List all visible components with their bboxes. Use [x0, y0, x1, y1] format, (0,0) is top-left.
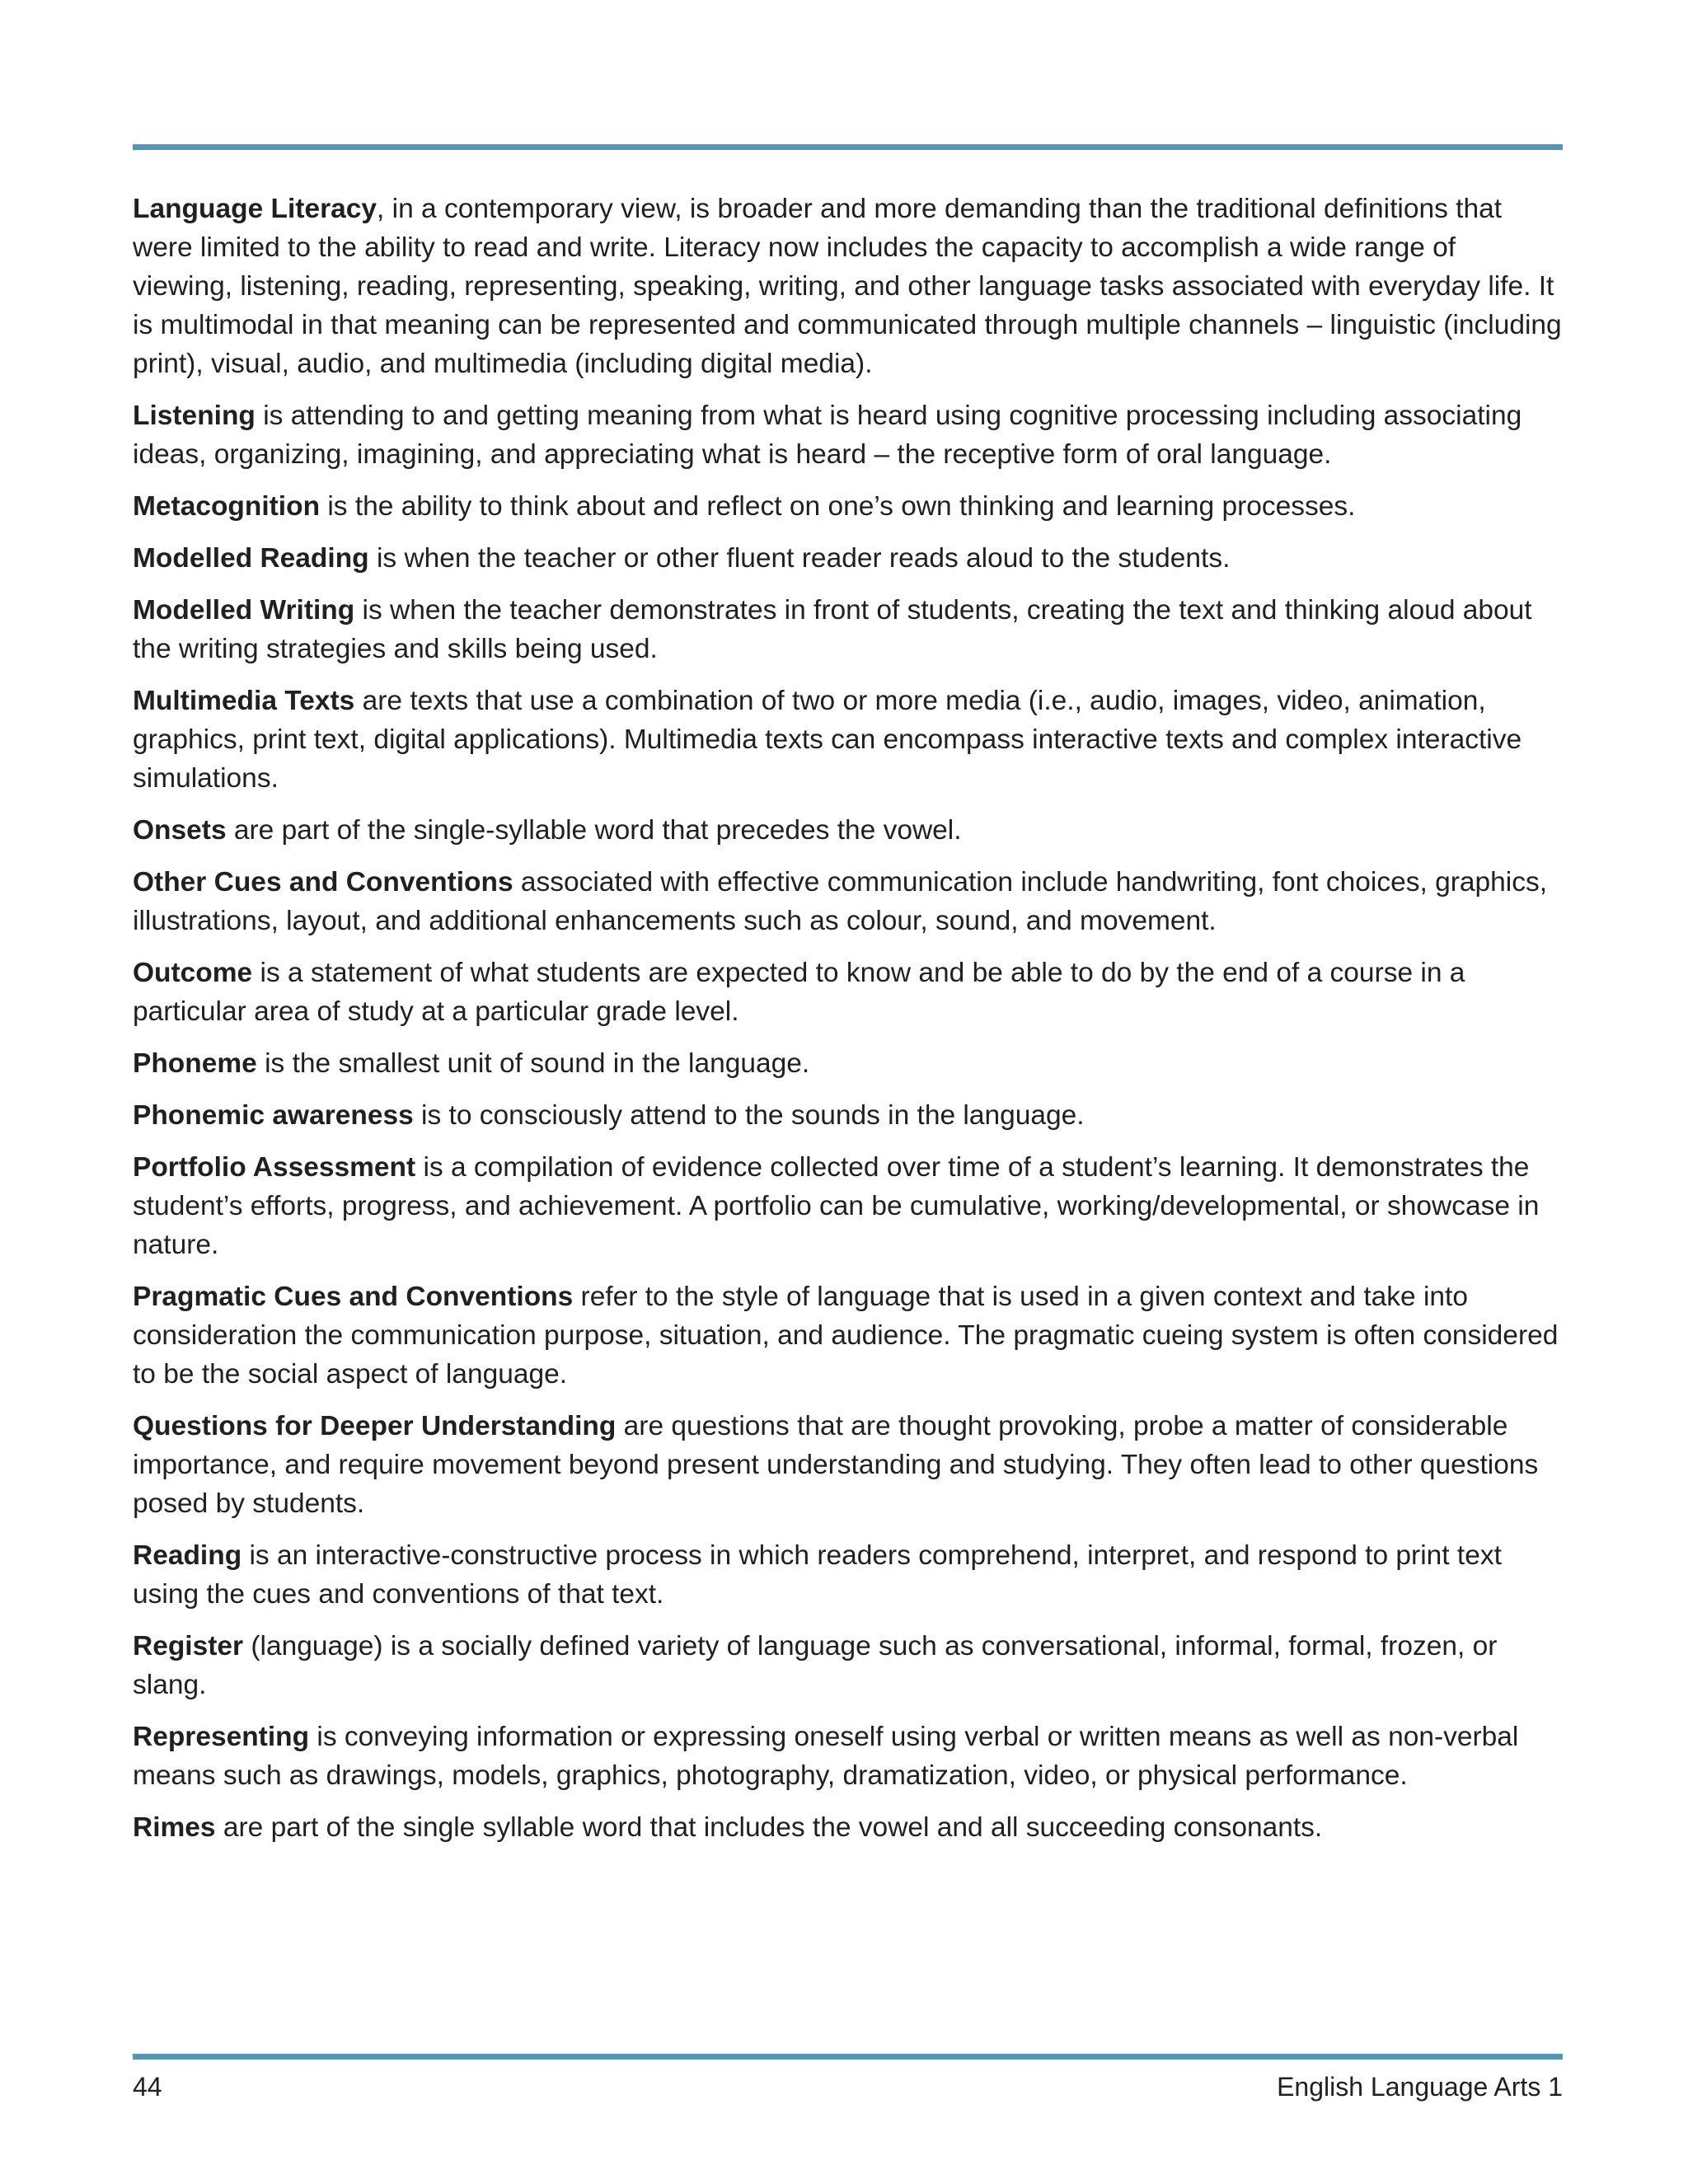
glossary-entry-register [133, 1627, 1563, 1704]
glossary-entry-phonemic-awareness [133, 1096, 1563, 1135]
glossary-list [133, 190, 1563, 1860]
glossary-definition: are part of the single syllable word that includes the vowel and all succeeding consonants. [215, 1812, 1323, 1843]
glossary-term: Other Cues and Conventions [133, 867, 513, 898]
glossary-term: Metacognition [133, 491, 321, 522]
header-rule [133, 144, 1563, 150]
glossary-term: Questions for Deeper Understanding [133, 1411, 617, 1441]
glossary-term: Portfolio Assessment [133, 1152, 416, 1183]
glossary-term: Phoneme [133, 1048, 257, 1079]
glossary-definition: are questions that are thought provoking, probe a matter of considerable importance, and require movement beyond present understanding and studying. They often lead to other questions posed by students. [133, 1411, 1539, 1519]
document-title: English Language Arts 1 [1277, 2072, 1563, 2102]
glossary-definition: is the ability to think about and reflect on one’s own thinking and learning processes. [320, 491, 1356, 522]
glossary-entry-onsets [133, 811, 1563, 850]
glossary-entry-multimedia-texts [133, 682, 1563, 798]
glossary-definition: is the smallest unit of sound in the language. [256, 1048, 810, 1079]
glossary-entry-phoneme [133, 1044, 1563, 1083]
glossary-term: Modelled Reading [133, 543, 369, 574]
glossary-definition: is when the teacher or other fluent reader reads aloud to the students. [368, 543, 1231, 574]
glossary-term: Reading [133, 1540, 242, 1571]
glossary-entry-language-literacy [133, 190, 1563, 383]
glossary-entry-pragmatic-cues [133, 1277, 1563, 1394]
glossary-definition: refer to the style of language that is used in a given context and take into consideration the communication purpose, situation, and audience. The pragmatic cueing system is often considered to be the social aspect of language. [133, 1282, 1559, 1390]
glossary-definition: is conveying information or expressing oneself using verbal or written means as well as non-verbal means such as drawings, models, graphics, photography, dramatization, video, or physical performance. [133, 1722, 1519, 1791]
glossary-term: Multimedia Texts [133, 686, 355, 716]
glossary-term: Representing [133, 1722, 310, 1752]
glossary-term: Onsets [133, 815, 227, 846]
glossary-entry-metacognition [133, 487, 1563, 526]
glossary-term: Modelled Writing [133, 595, 355, 626]
glossary-entry-listening [133, 396, 1563, 474]
glossary-term: Pragmatic Cues and Conventions [133, 1282, 574, 1312]
glossary-definition: is to consciously attend to the sounds in the language. [413, 1100, 1085, 1131]
glossary-entry-questions-deeper-understanding [133, 1407, 1563, 1523]
glossary-definition: is a statement of what students are expected to know and be able to do by the end of a course in a particular area of study at a particular grade level. [133, 958, 1465, 1027]
glossary-definition: is an interactive-constructive process in which readers comprehend, interpret, and respond to print text using the cues and conventions of that text. [133, 1540, 1502, 1610]
glossary-term: Register [133, 1631, 244, 1661]
glossary-term: Outcome [133, 958, 253, 988]
footer-rule [133, 2054, 1563, 2060]
glossary-definition: , in a contemporary view, is broader and more demanding than the traditional definitions that were limited to the ability to read and write. Literacy now includes the capacity to accomplish a wide range of viewing, listening, reading, representing, speaking, writing, and other language tasks associated with everyday life. It is multimodal in that meaning can be represented and communicated through multiple channels – linguistic (including print), visual, audio, and multimedia (including digital media). [133, 194, 1562, 379]
glossary-definition: are part of the single-syllable word that precedes the vowel. [226, 815, 962, 846]
glossary-entry-outcome [133, 954, 1563, 1031]
page-number: 44 [133, 2072, 162, 2102]
glossary-entry-other-cues [133, 863, 1563, 940]
glossary-definition: is when the teacher demonstrates in front of students, creating the text and thinking aloud about the writing strategies and skills being used. [133, 595, 1532, 664]
glossary-entry-modelled-reading [133, 539, 1563, 578]
glossary-definition: is a compilation of evidence collected over time of a student’s learning. It demonstrates the student’s efforts, progress, and achievement. A portfolio can be cumulative, working/developmental, or showcase in nature. [133, 1152, 1540, 1260]
glossary-definition: is attending to and getting meaning from what is heard using cognitive processing including associating ideas, organizing, imagining, and appreciating what is heard – the receptive form of oral language. [133, 401, 1522, 470]
glossary-definition: associated with effective communication include handwriting, font choices, graphics, illustrations, layout, and additional enhancements such as colour, sound, and movement. [133, 867, 1548, 936]
glossary-definition: are texts that use a combination of two or more media (i.e., audio, images, video, animation, graphics, print text, digital applications). Multimedia texts can encompass interactive texts and complex interactive simulations. [133, 686, 1522, 794]
glossary-entry-reading [133, 1536, 1563, 1614]
glossary-entry-modelled-writing [133, 591, 1563, 668]
glossary-term: Rimes [133, 1812, 216, 1843]
glossary-entry-representing [133, 1718, 1563, 1795]
glossary-definition: (language) is a socially defined variety of language such as conversational, informal, formal, frozen, or slang. [133, 1631, 1498, 1700]
glossary-term: Language Literacy [133, 194, 377, 224]
glossary-entry-rimes [133, 1808, 1563, 1847]
glossary-term: Listening [133, 401, 256, 431]
glossary-entry-portfolio-assessment [133, 1148, 1563, 1264]
glossary-term: Phonemic awareness [133, 1100, 414, 1131]
